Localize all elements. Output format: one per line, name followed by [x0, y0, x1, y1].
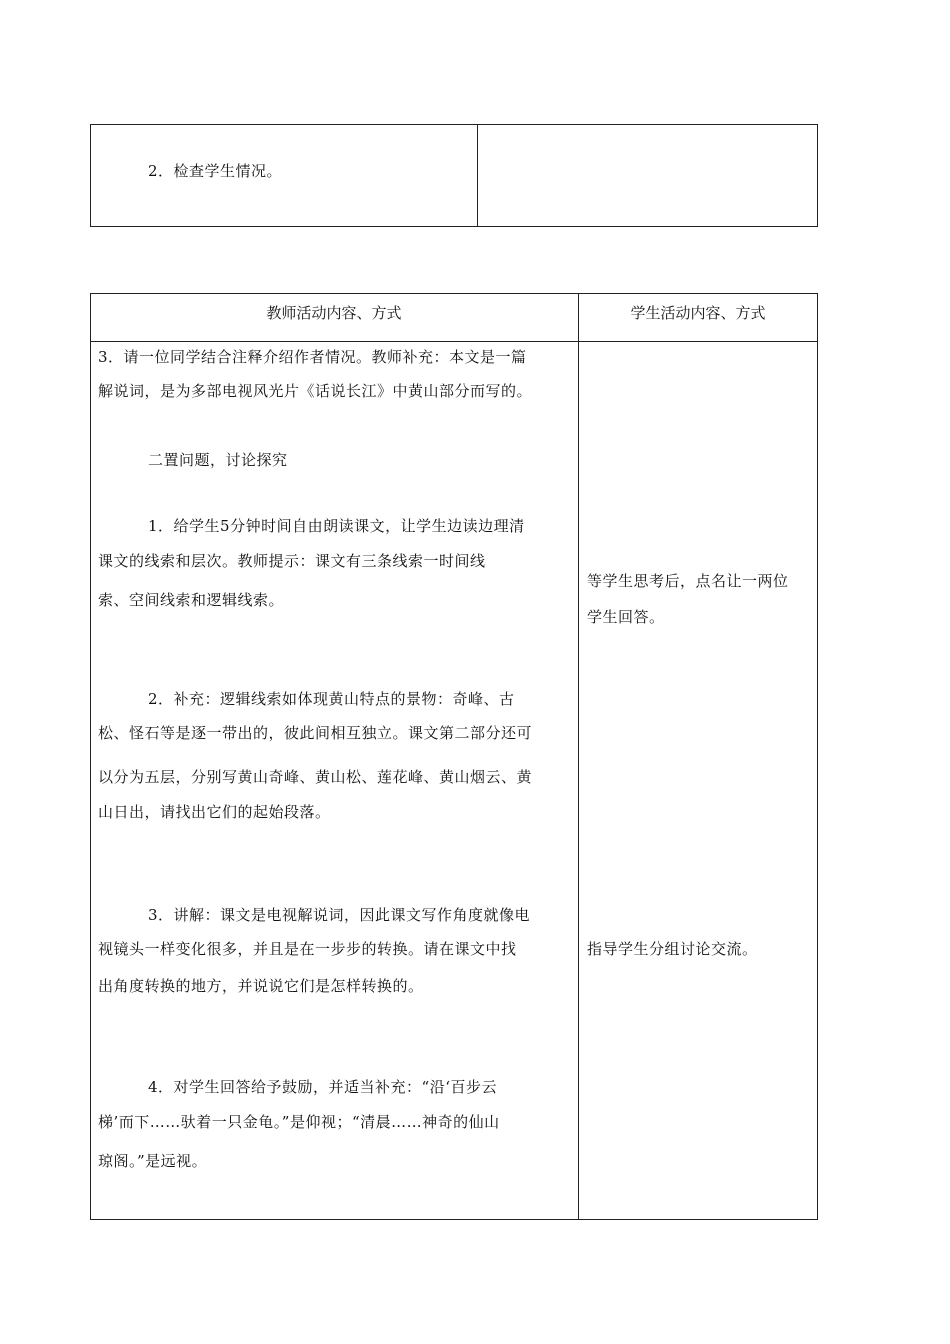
teacher-line: 课文的线索和层次。教师提示：课文有三条线索一时间线	[98, 552, 486, 570]
teacher-line: 3．请一位同学结合注释介绍作者情况。教师补充：本文是一篇	[98, 348, 527, 366]
top-table-divider	[477, 124, 478, 227]
teacher-line: 索、空间线索和逻辑线索。	[98, 591, 285, 609]
lesson-table-divider	[578, 293, 579, 1220]
student-line: 等学生思考后，点名让一两位	[587, 572, 789, 590]
teacher-line: 3．讲解：课文是电视解说词，因此课文写作角度就像电	[148, 906, 531, 924]
teacher-line: 2．补充：逻辑线索如体现黄山特点的景物：奇峰、古	[148, 690, 515, 708]
teacher-line: 梯’而下……驮着一只金龟。”是仰视；“清晨……神奇的仙山	[98, 1113, 500, 1131]
student-column-header: 学生活动内容、方式	[630, 304, 766, 322]
lesson-table-header-line	[90, 341, 818, 342]
teacher-line: 出角度转换的地方，并说说它们是怎样转换的。	[98, 977, 424, 995]
teacher-line: 二置问题，讨论探究	[148, 451, 288, 469]
student-line: 学生回答。	[587, 608, 665, 626]
teacher-line: 松、怪石等是逐一带出的，彼此间相互独立。课文第二部分还可	[98, 724, 533, 742]
teacher-line: 视镜头一样变化很多，并且是在一步步的转换。请在课文中找	[98, 940, 517, 958]
teacher-line: 以分为五层，分别写黄山奇峰、黄山松、莲花峰、黄山烟云、黄	[98, 768, 533, 786]
teacher-line: 山日出，请找出它们的起始段落。	[98, 803, 331, 821]
top-table-left-text: 2．检查学生情况。	[148, 162, 283, 180]
teacher-line: 解说词，是为多部电视风光片《话说长江》中黄山部分而写的。	[98, 382, 533, 400]
teacher-line: 琼阁。”是远视。	[98, 1152, 208, 1170]
teacher-line: 1．给学生5分钟时间自由朗读课文，让学生边读边理清	[148, 517, 525, 535]
teacher-line: 4．对学生回答给予鼓励，并适当补充：“沿‘百步云	[148, 1078, 497, 1096]
student-line: 指导学生分组讨论交流。	[587, 940, 758, 958]
teacher-column-header: 教师活动内容、方式	[266, 304, 402, 322]
